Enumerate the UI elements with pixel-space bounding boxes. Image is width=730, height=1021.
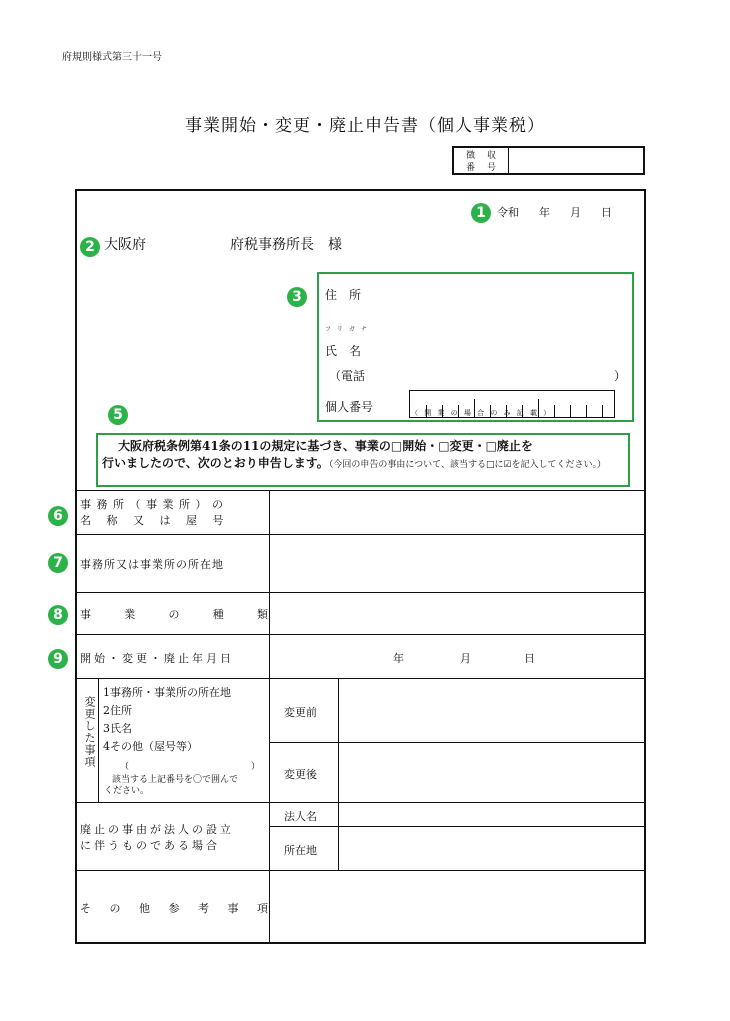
row-divider	[76, 490, 645, 491]
badge-5: 5	[108, 405, 128, 425]
label-char: 徴	[465, 151, 475, 161]
label-char: 事	[80, 608, 91, 621]
corp-reason-line1: 廃止の事由が法人の設立	[80, 823, 234, 836]
changed-item: 3氏名	[103, 722, 132, 735]
collection-number-box	[452, 146, 645, 175]
prefecture: 大阪府	[104, 237, 146, 253]
office-name-line1: 事 務 所 （ 事 業 所 ） の	[80, 498, 224, 511]
column-divider	[98, 678, 99, 802]
label-char: 種	[212, 608, 224, 621]
changed-other-paren	[120, 759, 260, 772]
label-char: 類	[257, 608, 268, 621]
other-reference-label	[80, 900, 268, 916]
label-char: 参	[168, 902, 180, 915]
corp-address-label: 所在地	[284, 844, 317, 857]
note-line: ください。	[104, 786, 150, 796]
changed-items-note	[104, 775, 238, 797]
month-label: 月	[570, 206, 581, 219]
label-char: 項	[257, 902, 268, 915]
row-divider	[76, 592, 645, 593]
phone-label: （電話	[329, 369, 366, 383]
label-char: 号	[486, 163, 496, 173]
paren-close: ）	[250, 762, 260, 772]
changed-item: 1事務所・事業所の所在地	[103, 686, 231, 699]
label-char: 考	[198, 902, 209, 915]
office-name-label	[80, 496, 268, 528]
collection-number-label	[454, 148, 509, 173]
office-location-label: 事務所又は事業所の所在地	[80, 558, 224, 571]
change-date-label: 開始・変更・廃止年月日	[80, 652, 234, 665]
changed-item: 4その他（屋号等）	[103, 740, 198, 753]
era-label: 令和	[497, 206, 519, 219]
label-char: 番	[465, 163, 475, 173]
form-title: 事業開始・変更・廃止申告書（個人事業税）	[185, 116, 545, 136]
row-divider	[76, 678, 645, 679]
row-divider	[76, 634, 645, 635]
change-month: 月	[460, 652, 471, 665]
changed-items-label: 変更した事項	[83, 696, 96, 768]
digit-divider	[570, 405, 571, 417]
paren-open: （	[120, 762, 130, 772]
change-year: 年	[393, 652, 404, 665]
column-divider	[269, 490, 270, 943]
digit-divider	[554, 405, 555, 417]
row-divider	[76, 870, 645, 871]
declaration-note: （今回の申告の事由について、該当する□に☑を記入してください。）	[328, 460, 607, 470]
mynumber-note: （ 開 業 の 場 合 の み 記 載 ）	[411, 409, 553, 417]
label-char: 収	[486, 151, 496, 161]
badge-7: 7	[48, 553, 68, 573]
mynumber-label: 個人番号	[325, 400, 374, 414]
badge-2: 2	[80, 237, 100, 257]
row-divider	[76, 534, 645, 535]
declaration-line2	[102, 455, 624, 474]
phone-close: ）	[614, 369, 627, 383]
row-divider	[269, 742, 645, 743]
label-char: 他	[139, 902, 150, 915]
badge-9: 9	[48, 649, 68, 669]
digit-divider	[602, 405, 603, 417]
change-day: 日	[524, 652, 535, 665]
label-char: の	[168, 608, 180, 621]
business-type-label	[80, 606, 268, 622]
badge-1: 1	[471, 203, 491, 223]
corp-reason-line2: に伴うものである場合	[80, 839, 220, 852]
declaration-box	[96, 433, 630, 487]
changed-item: 2住所	[103, 704, 132, 717]
year-label: 年	[539, 206, 550, 219]
note-line: 該当する上記番号を〇で囲んで	[112, 775, 239, 785]
column-divider	[338, 678, 339, 870]
badge-6: 6	[48, 506, 68, 526]
office-name-line2: 名 称 又 は 屋 号	[80, 514, 230, 527]
changed-items-list	[103, 684, 231, 756]
name-label: 氏 名	[325, 344, 362, 358]
badge-3: 3	[287, 287, 307, 307]
row-divider	[269, 826, 645, 827]
furigana-label: フ リ ガ ナ	[325, 326, 369, 333]
declaration-line1: 大阪府税条例第41条の11の規定に基づき、事業の□開始・□変更・□廃止を	[118, 439, 533, 453]
digit-divider	[586, 405, 587, 417]
day-label: 日	[601, 206, 612, 219]
honorific: 様	[328, 237, 342, 253]
label-char: 業	[124, 608, 136, 621]
form-reference: 府規則様式第三十一号	[62, 52, 162, 63]
address-label: 住 所	[325, 288, 362, 302]
corp-name-label: 法人名	[284, 810, 317, 823]
applicant-box	[317, 272, 634, 422]
addressee	[104, 234, 342, 254]
row-divider	[76, 802, 645, 803]
after-label: 変更後	[284, 768, 317, 781]
badge-8: 8	[48, 605, 68, 625]
date-line	[497, 204, 612, 220]
declaration-text: 行いましたので、次のとおり申告します。	[102, 456, 329, 470]
corp-reason-label	[80, 822, 268, 854]
tax-office: 府税事務所長	[230, 237, 314, 253]
label-char: そ	[80, 902, 91, 915]
label-char: 事	[227, 902, 239, 915]
label-char: の	[109, 902, 121, 915]
before-label: 変更前	[284, 706, 317, 719]
